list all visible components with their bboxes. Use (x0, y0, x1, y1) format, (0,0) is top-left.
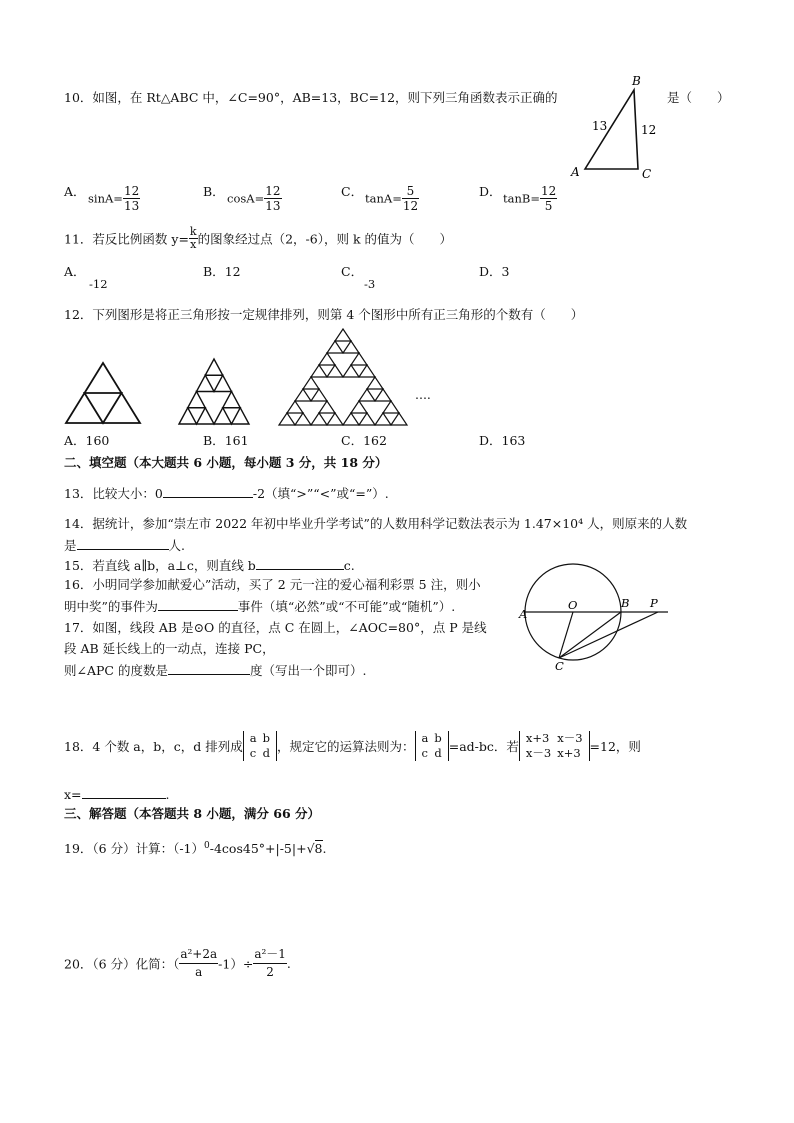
fraction-numerator: 12 (265, 184, 281, 198)
q10-option-d (479, 184, 502, 200)
q18 (64, 731, 641, 761)
det-entry: a (421, 731, 429, 745)
q13 (64, 485, 389, 502)
q17-answer-blank[interactable] (168, 662, 250, 675)
q10-option-b-formula (227, 184, 282, 213)
q10-tail: 是（ ） (667, 90, 730, 105)
q19-pre: 19．（6 分）计算：（-1） (64, 841, 205, 857)
option-letter: D． (479, 264, 502, 279)
q19-radicand: 8 (314, 841, 323, 857)
q10-label-b: B (632, 74, 641, 88)
q17-line2: 段 AB 延长线上的一动点，连接 PC， (64, 641, 275, 656)
q19-post: . (322, 841, 327, 857)
fraction-denominator: 2 (266, 965, 274, 979)
q18-answer (64, 786, 170, 803)
q17-label-o: O (568, 598, 578, 612)
det-entry: c (249, 746, 257, 760)
q16-line2-pre: 明中奖”的事件为 (64, 599, 158, 614)
option-letter: B． (203, 433, 225, 448)
q17-circle-figure (515, 560, 675, 676)
q10-triangle-figure (566, 72, 666, 184)
q14-line1: 14．据统计，参加“崇左市 2022 年初中毕业升学考试”的人数用科学记数法表示为 1.47×10⁴ 人，则原来的人数 (64, 516, 688, 531)
q12-figure-2 (177, 357, 251, 426)
q10-label-a: A (571, 165, 580, 179)
q11-stem (64, 226, 452, 251)
q11-option-c-value: -3 (364, 277, 376, 291)
det-entry: d (434, 746, 442, 760)
option-letter: C． (341, 433, 364, 448)
q20-post: . (286, 956, 291, 971)
option-value: 160 (85, 433, 110, 448)
q20-mid: -1）÷ (218, 956, 254, 972)
q11-stem-post: 的图象经过点（2，-6），则 k 的值为（ ） (197, 231, 452, 247)
q15-pre: 15．若直线 a∥b，a⊥c，则直线 b (64, 558, 256, 573)
q13-post: -2（填“>”“<”或“=”）. (252, 486, 389, 501)
option-letter: C． (341, 264, 364, 279)
q18-determinant-abcd (243, 731, 277, 761)
q11-option-a (64, 264, 86, 280)
q14-answer-blank[interactable] (77, 537, 169, 550)
option-letter: A． (64, 184, 86, 199)
option-value: 162 (363, 433, 387, 448)
q16-line2 (64, 598, 455, 615)
det-entry: x－3 (557, 731, 583, 745)
q18-answer-blank[interactable] (82, 786, 166, 799)
formula-prefix: sinA= (88, 191, 123, 206)
option-value: 161 (224, 433, 249, 448)
det-entry: a (249, 731, 257, 745)
fraction-numerator: 12 (123, 184, 140, 198)
q17-line3 (64, 662, 366, 679)
q10-option-b (203, 184, 225, 200)
q15 (64, 557, 355, 574)
q13-answer-blank[interactable] (163, 485, 253, 498)
q12-option-d (479, 433, 525, 449)
fraction-denominator: x (190, 238, 197, 251)
det-entry: c (421, 746, 428, 760)
option-letter: C． (341, 184, 364, 199)
q16-line1: 16．小明同学参加献爱心”活动，买了 2 元一注的爱心福利彩票 5 注，则小 (64, 577, 481, 592)
q13-pre: 13．比较大小：0 (64, 486, 163, 501)
formula-prefix: tanA= (365, 191, 402, 206)
sqrt-symbol: √ (306, 841, 315, 857)
q17-line3-post: 度（写出一个即可）. (249, 663, 367, 678)
q12-figure-3 (277, 327, 409, 427)
q17-label-b: B (621, 596, 630, 610)
q17-label-a: A (519, 607, 528, 621)
q14-line2 (64, 537, 185, 554)
q18-pre: 18．4 个数 a，b，c，d 排列成 (64, 739, 243, 754)
q11-stem-pre: 11．若反比例函数 y= (64, 231, 189, 247)
fraction-denominator: 13 (265, 199, 281, 213)
option-letter: B． (203, 264, 225, 279)
section-solution-heading: 三、解答题（本答题共 8 小题，满分 66 分） (64, 806, 321, 821)
q19-exponent: 0 (204, 841, 210, 851)
q15-post: c. (343, 558, 355, 573)
q11-option-b (203, 264, 241, 280)
q20 (64, 946, 291, 981)
q18-determinant-x (519, 731, 590, 761)
q19-mid: -4cos45°+|-5|+ (209, 841, 307, 857)
q14-line2-post: 人. (168, 538, 185, 553)
option-letter: D． (479, 433, 502, 448)
q18-post: =12，则 (589, 739, 641, 754)
formula-prefix: cosA= (227, 191, 265, 206)
q10-option-a (64, 184, 86, 200)
option-letter: A． (64, 264, 86, 279)
q19 (64, 838, 326, 857)
q18-mid: ，规定它的运算法则为： (276, 739, 415, 754)
fraction-denominator: 5 (544, 199, 553, 213)
q11-option-a-value: -12 (89, 277, 108, 291)
q10-option-c-formula (365, 184, 419, 213)
q12-option-b (203, 433, 249, 449)
fraction-numerator: 12 (540, 184, 557, 198)
det-entry: x+3 (557, 746, 581, 760)
q11-option-d (479, 264, 509, 280)
q10-stem: 10．如图，在 Rt△ABC 中，∠C=90°，AB=13，BC=12，则下列三角函数表示正确的 (64, 90, 558, 105)
option-value: 3 (501, 264, 510, 279)
fraction-numerator: a²－1 (253, 946, 287, 964)
q17-label-p: P (650, 596, 658, 610)
q15-answer-blank[interactable] (256, 557, 344, 570)
formula-prefix: tanB= (503, 191, 540, 206)
q18-determinant-rule (415, 731, 449, 761)
fraction-numerator: a²+2a (179, 946, 218, 964)
q10-label-c: C (642, 167, 652, 181)
fraction-numerator: k (189, 225, 197, 238)
det-entry: b (262, 731, 270, 745)
q12-figure-1 (63, 360, 143, 426)
det-entry: b (434, 731, 442, 745)
q10-label-bc: 12 (641, 123, 657, 137)
q10-option-a-formula (88, 184, 140, 213)
q12-option-c (341, 433, 387, 449)
q18-mid2: =ad-bc．若 (448, 739, 519, 754)
q10-option-c (341, 184, 363, 200)
q18-answer-pre: x= (64, 787, 82, 802)
option-value: 163 (501, 433, 526, 448)
det-entry: x+3 (525, 731, 550, 745)
fraction-numerator: 5 (402, 184, 419, 199)
q14-line2-pre: 是 (64, 538, 77, 553)
option-letter: A． (64, 433, 86, 448)
fraction-denominator: 13 (123, 199, 140, 213)
option-letter: B． (203, 184, 225, 199)
det-entry: x－3 (525, 746, 552, 760)
q20-pre: 20．（6 分）化简：（ (64, 956, 180, 972)
q16-answer-blank[interactable] (158, 598, 238, 611)
det-entry: d (262, 746, 270, 760)
q16-line2-post: 事件（填“必然”或“不可能”或“随机”）. (237, 599, 456, 614)
q12-ellipsis: .... (415, 387, 431, 402)
q17-line3-pre: 则∠APC 的度数是 (64, 663, 168, 678)
fraction-denominator: a (195, 965, 203, 979)
q12-stem: 12．下列图形是将正三角形按一定规律排列，则第 4 个图形中所有正三角形的个数有（ ） (64, 307, 584, 322)
q11-option-c (341, 264, 363, 280)
q17-line1: 17．如图，线段 AB 是⊙O 的直径，点 C 在圆上，∠AOC=80°，点 P 是线 (64, 620, 487, 635)
q12-option-a (64, 433, 109, 449)
q18-answer-post: . (165, 787, 170, 802)
option-letter: D． (479, 184, 502, 199)
fraction-denominator: 12 (402, 199, 419, 213)
q10-label-ab: 13 (592, 119, 608, 133)
q10-option-d-formula (503, 184, 557, 213)
section-fill-in-heading: 二、填空题（本大题共 6 小题，每小题 3 分，共 18 分） (64, 455, 388, 470)
option-value: 12 (224, 264, 241, 279)
q17-label-c: C (555, 659, 564, 673)
